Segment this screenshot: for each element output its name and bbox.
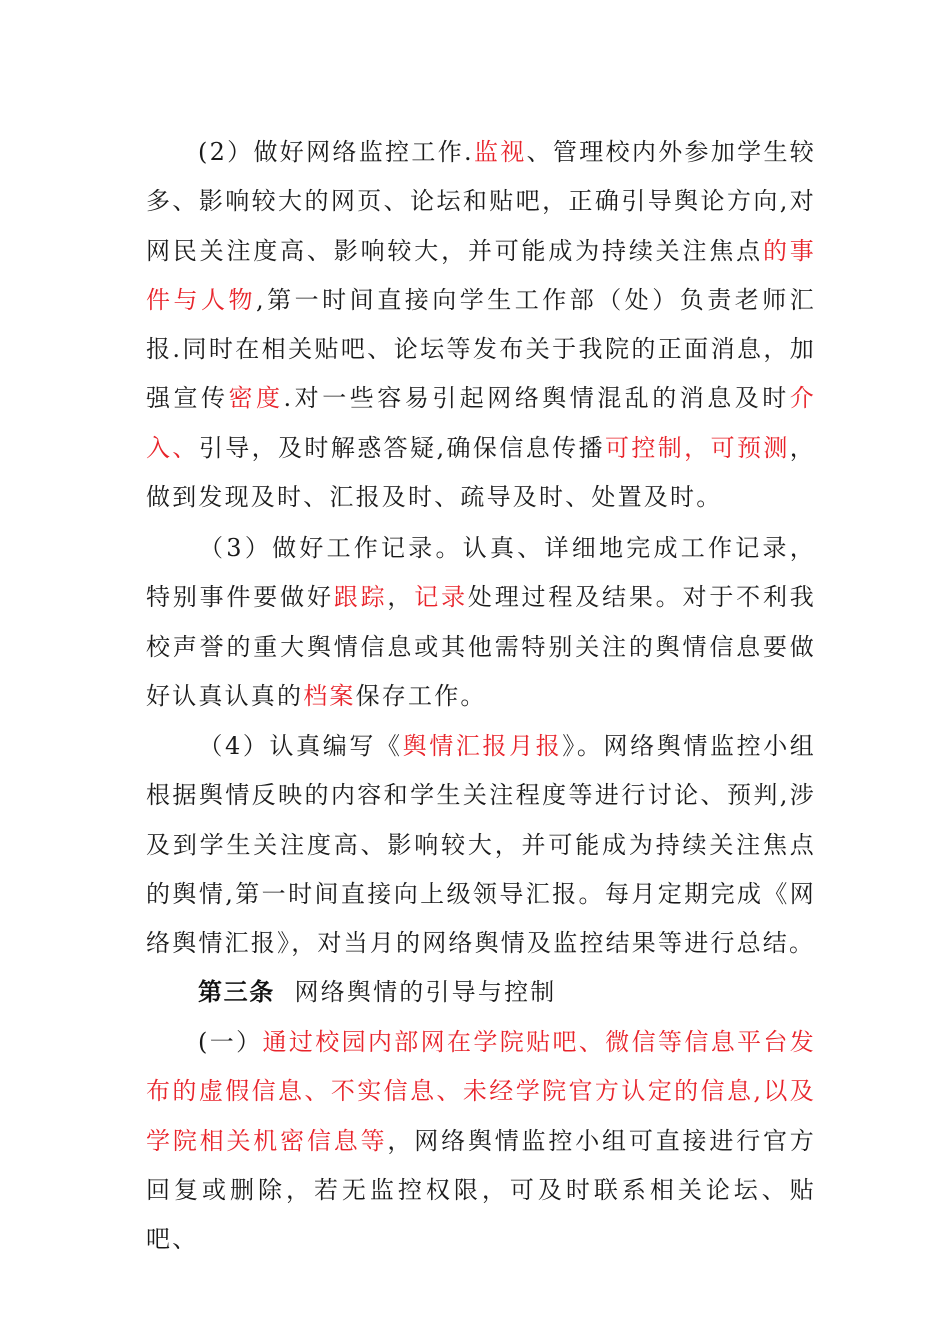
highlighted-text: 的事件与人物 <box>146 236 816 314</box>
body-text: 处理过程及结果。对于不利我校声誉的重大舆情信息或其他需特别关注的舆情信息要做好认真认真的 <box>146 583 816 710</box>
highlighted-text: 跟踪 <box>333 583 388 612</box>
highlighted-text: 介入、 <box>146 384 816 462</box>
paragraph-body <box>146 732 816 957</box>
article-label: 第三条 <box>198 978 275 1006</box>
highlighted-text: 密度 <box>228 384 284 413</box>
highlighted-text: 档案 <box>303 681 356 710</box>
body-text: （3）做好工作记录。认真、详细地完成工作记录，特别事件要做好 <box>146 534 816 612</box>
body-text: （4）认真编写《 <box>198 732 403 760</box>
highlighted-text: 通过校园内部网在学院贴吧、微信等信息平台发布的虚假信息、不实信息、未经学院官方认定的信息,以及学院相关机密信息等 <box>146 1028 816 1155</box>
article-heading <box>146 968 816 1017</box>
body-text: 保存工作。 <box>355 681 487 710</box>
body-text: 引导，及时解惑答疑,确保信息传播 <box>198 433 605 462</box>
body-text: .对一些容易引起网络舆情混乱的消息及时 <box>283 384 790 413</box>
body-text: ，做到发现及时、汇报及时、疏导及时、处置及时。 <box>146 433 816 512</box>
paragraph-item-2 <box>146 128 816 522</box>
paragraph-item-3 <box>146 524 816 721</box>
body-text: ，网络舆情监控小组可直接进行官方回复或删除，若无监控权限，可及时联系相关论坛、贴吧、 <box>146 1126 816 1254</box>
highlighted-text: 可控制，可预测 <box>604 433 790 462</box>
highlighted-text: 监视 <box>473 138 527 166</box>
body-text: 》。网络舆情监控小组根据舆情反映的内容和学生关注程度等进行讨论、预判,涉及到学生关注度高、影响较大，并可能成为持续关注焦点的舆情,第一时间直接向上级领导汇报。每月定期完成《网络舆情汇报》，对当月的网络舆情及监控结果等进行总结。 <box>146 732 817 958</box>
paragraph-body <box>146 1028 816 1253</box>
highlighted-text: 舆情汇报月报 <box>402 732 563 760</box>
body-text: (一） <box>198 1028 263 1056</box>
paragraph-item-4 <box>146 722 816 968</box>
body-text: ,第一时间直接向学生工作部（处）负责老师汇报.同时在相关贴吧、论坛等发布关于我院的正面消息，加强宣传 <box>146 285 816 413</box>
paragraph-body <box>146 534 816 710</box>
body-text: 、管理校内外参加学生较多、影响较大的网页、论坛和贴吧，正确引导舆论方向,对网民关注度高、影响较大，并可能成为持续关注焦点 <box>146 138 816 265</box>
highlighted-text: 记录 <box>414 583 468 612</box>
article-title: 网络舆情的引导与控制 <box>294 978 557 1006</box>
paragraph-body <box>146 138 816 511</box>
body-text: ， <box>387 583 415 612</box>
body-text: (2）做好网络监控工作. <box>198 138 474 166</box>
paragraph-article-3-item-1 <box>146 1018 816 1264</box>
